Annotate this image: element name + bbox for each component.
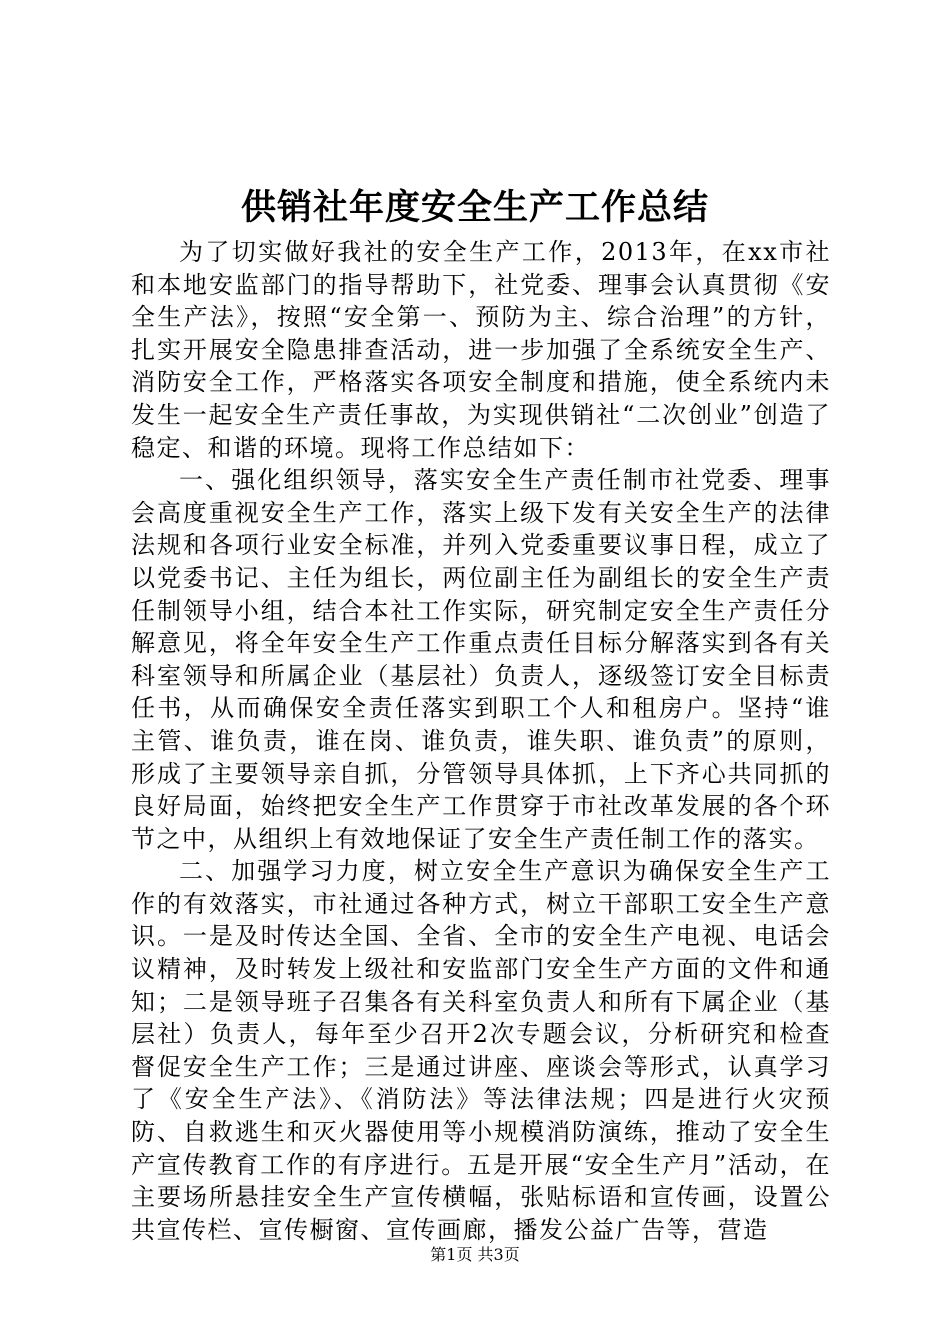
document-body — [131, 236, 831, 1246]
page-footer: 第1页 共3页 — [430, 1245, 520, 1264]
paragraph-section-1: 一、强化组织领导，落实安全生产责任制市社党委、理事会高度重视安全生产工作，落实上级下发有关安全生产的法律法规和各项行业安全标准，并列入党委重要议事日程，成立了以党委书记、主任为组长，两位副主任为副组长的安全生产责任制领导小组，结合本社工作实际，研究制定安全生产责任分解意见，将全年安全生产工作重点责任目标分解落实到各有关科室领导和所属企业（基层社）负责人，逐级签订安全目标责任书，从而确保安全责任落实到职工个人和租房户。坚持“谁主管、谁负责，谁在岗、谁负责，谁失职、谁负责”的原则，形成了主要领导亲自抓，分管领导具体抓，上下齐心共同抓的良好局面，始终把安全生产工作贯穿于市社改革发展的各个环节之中，从组织上有效地保证了安全生产责任制工作的落实。 — [131, 466, 831, 853]
paragraph-section-2: 二、加强学习力度，树立安全生产意识为确保安全生产工作的有效落实，市社通过各种方式，树立干部职工安全生产意识。一是及时传达全国、全省、全市的安全生产电视、电话会议精神，及时转发上级社和安监部门安全生产方面的文件和通知；二是领导班子召集各有关科室负责人和所有下属企业（基层社）负责人，每年至少召开2次专题会议，分析研究和检查督促安全生产工作；三是通过讲座、座谈会等形式，认真学习了《安全生产法》、《消防法》等法律法规；四是进行火灾预防、自救逃生和灭火器使用等小规模消防演练，推动了安全生产宣传教育工作的有序进行。五是开展“安全生产月”活动，在主要场所悬挂安全生产宣传横幅，张贴标语和宣传画，设置公共宣传栏、宣传橱窗、宣传画廊，播发公益广告等，营造 — [131, 857, 831, 1244]
paragraph-intro: 为了切实做好我社的安全生产工作，2013年，在xx市社和本地安监部门的指导帮助下，社党委、理事会认真贯彻《安全生产法》，按照“安全第一、预防为主、综合治理”的方针，扎实开展安全隐患排查活动，进一步加强了全系统安全生产、消防安全工作，严格落实各项安全制度和措施，使全系统内未发生一起安全生产责任事故，为实现供销社“二次创业”创造了稳定、和谐的环境。现将工作总结如下： — [131, 238, 831, 462]
document-title: 供销社年度安全生产工作总结 — [240, 187, 709, 228]
